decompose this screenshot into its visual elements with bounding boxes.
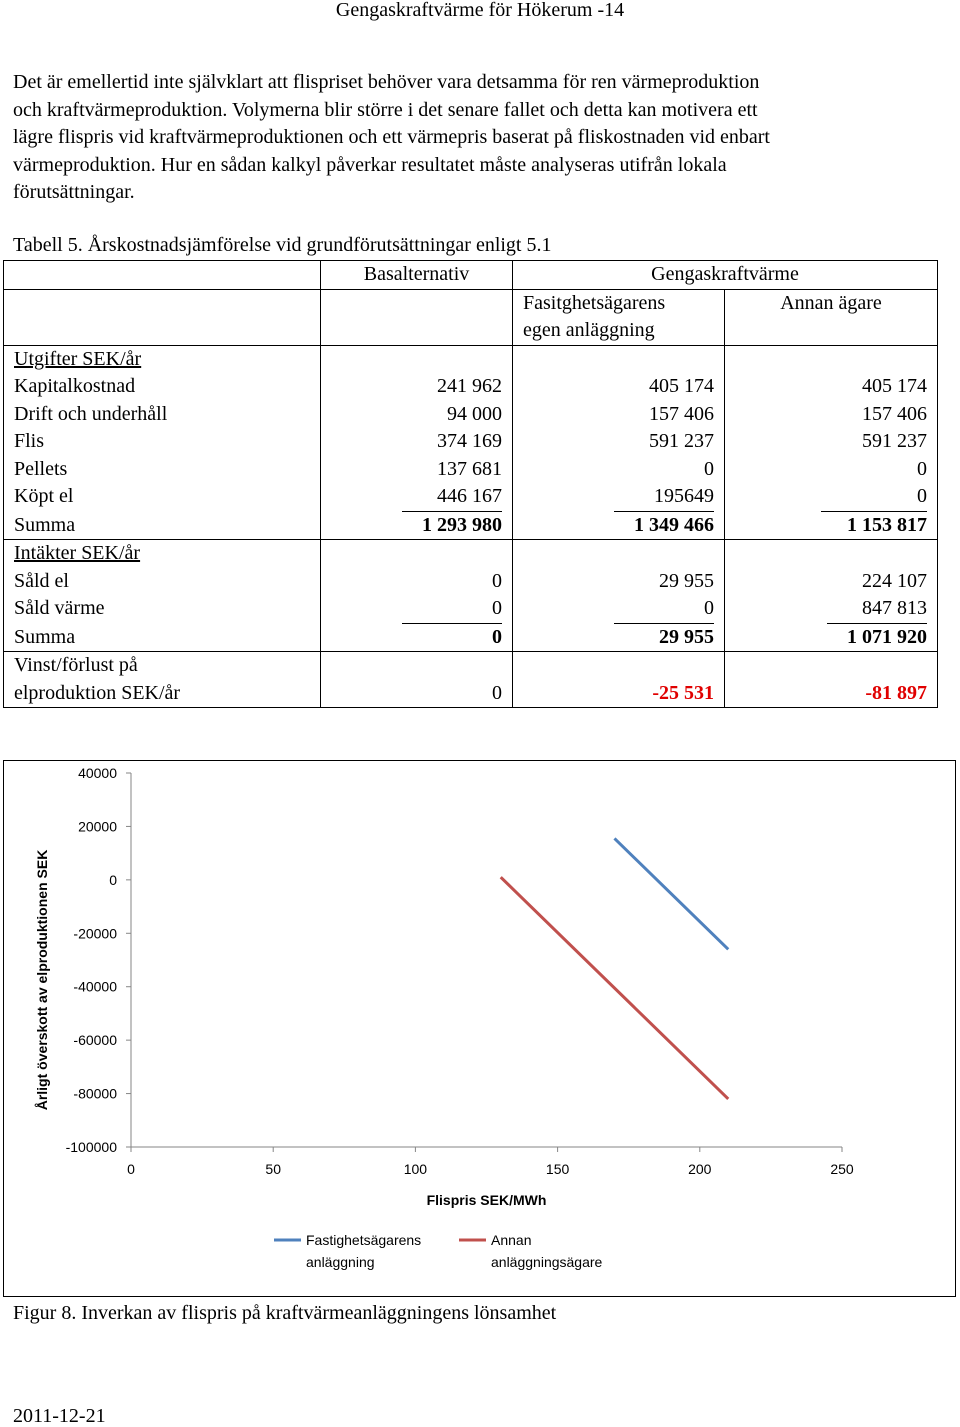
table-row: Pellets 137 681 0 0 [4, 456, 938, 484]
row-label: Summa [4, 624, 321, 652]
header-annan-agare: Annan ägare [725, 289, 938, 317]
paragraph-line: Det är emellertid inte självklart att flispriset behöver vara detsamma för ren värmeproduktion [13, 71, 760, 93]
vinst-row [4, 652, 938, 680]
y-tick-label: -60000 [73, 1032, 117, 1049]
row-label: Flis [4, 428, 321, 456]
legend-label: Fastighetsägarens [306, 1232, 422, 1248]
table-corner-cell [4, 261, 321, 290]
page-header: Gengaskraftvärme för Hökerum -14 [335, 0, 625, 21]
row-label: Summa [4, 512, 321, 540]
header-fastighetsagarens: Fasitghetsägarens [513, 289, 725, 317]
legend-label: anläggning [306, 1254, 375, 1270]
x-tick-label: 100 [403, 1161, 428, 1177]
section-title-utgifter: Utgifter SEK/år [14, 347, 142, 370]
table-row: Kapitalkostnad 241 962 405 174 405 174 [4, 373, 938, 401]
row-label: Kapitalkostnad [4, 373, 321, 401]
paragraph-line: värmeproduktion. Hur en sådan kalkyl påverkar resultatet måste analyseras utifrån lokala [13, 153, 727, 176]
legend-label: anläggningsägare [491, 1254, 603, 1270]
y-tick-label: 20000 [78, 818, 117, 835]
table-header-row [4, 261, 938, 290]
header-gengaskraftvarme: Gengaskraftvärme [513, 261, 938, 290]
figure-caption: Figur 8. Inverkan av flispris på kraftvärmeanläggningens lönsamhet [13, 1302, 557, 1324]
paragraph-line: lägre flispris vid kraftvärmeproduktionen och ett värmepris baserat på fliskostnaden vid enbart [13, 126, 770, 148]
series-line-1 [501, 877, 729, 1099]
vinst-row-2: elproduktion SEK/år 0 -25 531 -81 897 [4, 680, 938, 708]
row-label: Såld el [4, 568, 321, 596]
footer-date: 2011-12-21 [13, 1405, 106, 1427]
section-title-intakter: Intäkter SEK/år [14, 542, 141, 564]
row-label: Pellets [4, 456, 321, 484]
flispris-chart [4, 761, 954, 1295]
x-tick-label: 250 [830, 1161, 854, 1177]
x-tick-label: 50 [265, 1161, 281, 1177]
series-line-0 [614, 838, 728, 949]
row-label: Köpt el [4, 483, 321, 512]
x-tick-label: 200 [688, 1161, 712, 1177]
header-basalternativ: Basalternativ [321, 261, 513, 290]
table-row: Flis 374 169 591 237 591 237 [4, 428, 938, 456]
y-tick-label: 0 [109, 871, 117, 888]
x-tick-label: 0 [127, 1161, 135, 1177]
row-label: Drift och underhåll [4, 401, 321, 429]
table-row: Drift och underhåll 94 000 157 406 157 406 [4, 401, 938, 429]
y-tick-label: -80000 [73, 1085, 117, 1102]
body-paragraph [13, 69, 948, 207]
table-row: Köpt el 446 167 195649 0 [4, 483, 938, 512]
y-tick-label: -40000 [73, 978, 117, 995]
row-label: Vinst/förlust på [4, 652, 321, 680]
header-egen-anlaggning: egen anläggning [513, 317, 725, 345]
table-row: Såld värme 0 0 847 813 [4, 595, 938, 624]
table-row: Såld el 0 29 955 224 107 [4, 568, 938, 596]
row-label: Såld värme [4, 595, 321, 624]
legend-label: Annan [491, 1232, 532, 1248]
x-tick-label: 150 [545, 1161, 570, 1177]
x-axis-label: Flispris SEK/MWh [426, 1192, 547, 1208]
y-axis-label: Årligt överskott av elproduktionen SEK [34, 849, 50, 1111]
summa-row: Summa 0 29 955 1 071 920 [4, 624, 938, 652]
paragraph-line: förutsättningar. [13, 181, 135, 203]
section-title-row [4, 345, 938, 373]
table-subheader-row-2 [4, 317, 938, 345]
chart-container [3, 760, 956, 1297]
row-label: elproduktion SEK/år [4, 680, 321, 708]
table-caption: Tabell 5. Årskostnadsjämförelse vid grundförutsättningar enligt 5.1 [13, 234, 552, 256]
paragraph-line: och kraftvärmeproduktion. Volymerna blir större i det senare fallet och detta kan motivera ett [13, 98, 758, 121]
cost-comparison-table [3, 260, 938, 708]
table-subheader-row [4, 289, 938, 317]
section-title-row [4, 540, 938, 568]
y-tick-label: -100000 [65, 1139, 117, 1155]
y-tick-label: -20000 [73, 925, 117, 942]
summa-row: Summa 1 293 980 1 349 466 1 153 817 [4, 512, 938, 540]
y-tick-label: 40000 [78, 765, 117, 781]
